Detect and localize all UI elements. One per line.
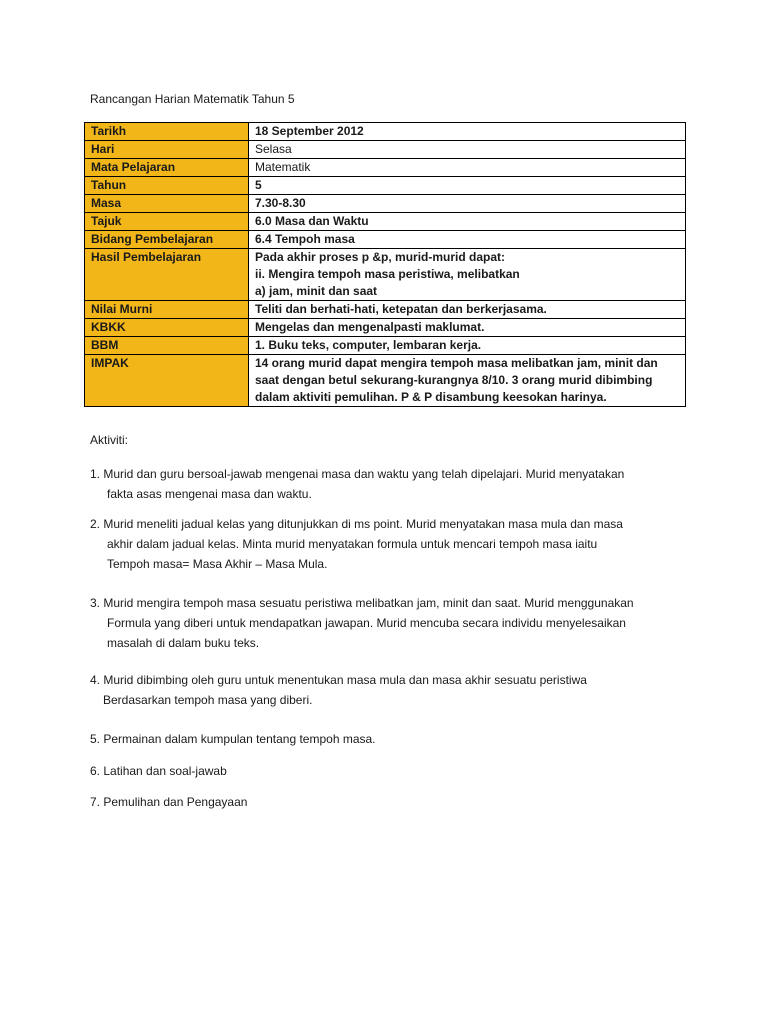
activity-line: 4. Murid dibimbing oleh guru untuk menentukan masa mula dan masa akhir sesuatu peristiwa (90, 673, 587, 687)
table-row (85, 319, 686, 337)
value-line: a) jam, minit dan saat (255, 284, 378, 298)
activity-item-4 (90, 670, 690, 710)
row-label-hari: Hari (85, 141, 249, 159)
row-value-masa: 7.30-8.30 (249, 195, 686, 213)
activity-line: Formula yang diberi untuk mendapatkan jawapan. Murid mencuba secara individu menyelesaikan (107, 616, 626, 630)
activity-item-5 (90, 729, 690, 749)
row-value-tajuk: 6.0 Masa dan Waktu (249, 213, 686, 231)
value-line: ii. Mengira tempoh masa peristiwa, melibatkan (255, 267, 520, 281)
activity-item-3 (90, 593, 690, 653)
row-value-tarikh: 18 September 2012 (249, 123, 686, 141)
activity-line: 5. Permainan dalam kumpulan tentang tempoh masa. (90, 732, 376, 746)
row-label-tajuk: Tajuk (85, 213, 249, 231)
activity-line: 6. Latihan dan soal-jawab (90, 764, 227, 778)
activity-line: fakta asas mengenai masa dan waktu. (107, 487, 312, 501)
table-row (85, 355, 686, 407)
row-label-bbm: BBM (85, 337, 249, 355)
row-value-impak (249, 355, 686, 407)
activity-line: 2. Murid meneliti jadual kelas yang ditunjukkan di ms point. Murid menyatakan masa mula dan masa (90, 517, 623, 531)
row-label-masa: Masa (85, 195, 249, 213)
row-value-mata-pelajaran: Matematik (249, 159, 686, 177)
table-row (85, 159, 686, 177)
value-line: saat dengan betul sekurang-kurangnya 8/10. 3 orang murid dibimbing (255, 373, 653, 387)
row-label-tarikh: Tarikh (85, 123, 249, 141)
activity-line: 1. Murid dan guru bersoal-jawab mengenai masa dan waktu yang telah dipelajari. Murid menyatakan (90, 467, 625, 481)
table-row (85, 177, 686, 195)
activity-line: Tempoh masa= Masa Akhir – Masa Mula. (107, 557, 328, 571)
row-label-kbkk: KBKK (85, 319, 249, 337)
row-value-hasil-pembelajaran (249, 249, 686, 301)
table-row (85, 195, 686, 213)
row-label-mata-pelajaran: Mata Pelajaran (85, 159, 249, 177)
row-value-bbm: 1. Buku teks, computer, lembaran kerja. (249, 337, 686, 355)
table-row (85, 301, 686, 319)
table-row (85, 231, 686, 249)
value-line: Pada akhir proses p &p, murid-murid dapat: (255, 250, 506, 264)
row-value-bidang-pembelajaran: 6.4 Tempoh masa (249, 231, 686, 249)
row-value-nilai-murni: Teliti dan berhati-hati, ketepatan dan berkerjasama. (249, 301, 686, 319)
row-label-hasil-pembelajaran: Hasil Pembelajaran (85, 249, 249, 301)
activity-line: akhir dalam jadual kelas. Minta murid menyatakan formula untuk mencari tempoh masa iaitu (107, 537, 598, 551)
row-label-impak: IMPAK (85, 355, 249, 407)
activity-item-6 (90, 761, 690, 781)
table-row (85, 249, 686, 301)
row-label-tahun: Tahun (85, 177, 249, 195)
activity-line: 3. Murid mengira tempoh masa sesuatu peristiwa melibatkan jam, minit dan saat. Murid menggunakan (90, 596, 634, 610)
table-row (85, 213, 686, 231)
table-row (85, 123, 686, 141)
row-label-nilai-murni: Nilai Murni (85, 301, 249, 319)
row-value-kbkk: Mengelas dan mengenalpasti maklumat. (249, 319, 686, 337)
document-title: Rancangan Harian Matematik Tahun 5 (90, 92, 295, 106)
value-line: 14 orang murid dapat mengira tempoh masa melibatkan jam, minit dan (255, 356, 658, 370)
activities-heading: Aktiviti: (90, 433, 129, 447)
table-row (85, 337, 686, 355)
table-row (85, 141, 686, 159)
activity-line: 7. Pemulihan dan Pengayaan (90, 795, 248, 809)
lesson-plan-table (84, 122, 686, 407)
activity-item-2 (90, 514, 690, 574)
activity-line: Berdasarkan tempoh masa yang diberi. (103, 693, 313, 707)
value-line: dalam aktiviti pemulihan. P & P disambung keesokan harinya. (255, 390, 607, 404)
activity-line: masalah di dalam buku teks. (107, 636, 260, 650)
activity-item-7 (90, 792, 690, 812)
row-label-bidang-pembelajaran: Bidang Pembelajaran (85, 231, 249, 249)
activity-item-1 (90, 464, 690, 504)
row-value-hari: Selasa (249, 141, 686, 159)
row-value-tahun: 5 (249, 177, 686, 195)
